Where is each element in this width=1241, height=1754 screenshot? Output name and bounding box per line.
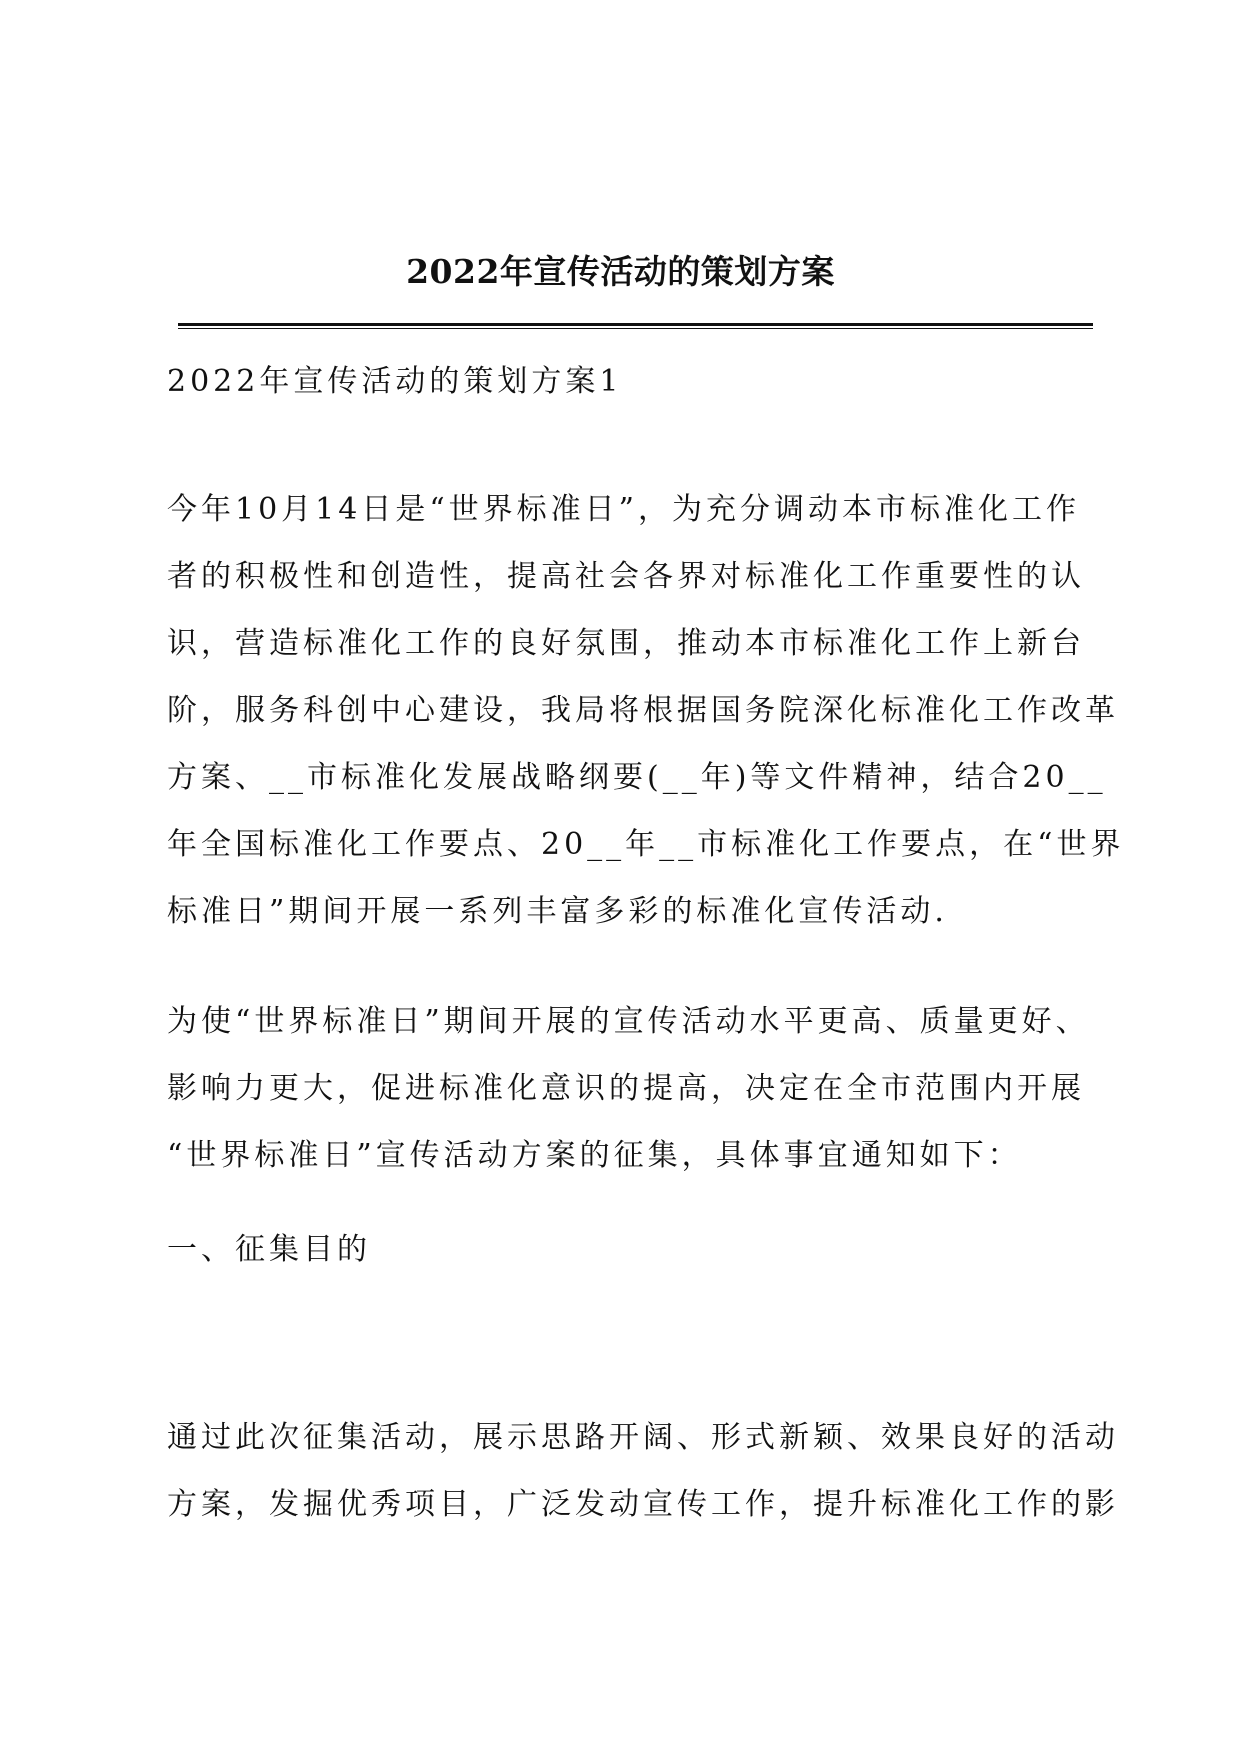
paragraph-line: 年全国标准化工作要点、20__年__市标准化工作要点，在“世界: [167, 827, 1125, 862]
document-title: 2022年宣传活动的策划方案: [406, 252, 835, 291]
paragraph-line: 今年10月14日是“世界标准日”，为充分调动本市标准化工作: [167, 492, 1081, 527]
paragraph-line: 影响力更大，促进标准化意识的提高，决定在全市范围内开展: [167, 1071, 1085, 1106]
paragraph-line: “世界标准日”宣传活动方案的征集，具体事宜通知如下：: [167, 1138, 1022, 1173]
paragraph-line: 标准日”期间开展一系列丰富多彩的标准化宣传活动.: [167, 894, 948, 929]
paragraph-intro: [167, 476, 1125, 945]
paragraph-line: 方案，发掘优秀项目，广泛发动宣传工作，提升标准化工作的影: [167, 1487, 1119, 1522]
paragraph-line: 通过此次征集活动，展示思路开阔、形式新颖、效果良好的活动: [167, 1420, 1119, 1455]
section-subtitle: 2022年宣传活动的策划方案1: [167, 364, 623, 399]
section-heading: 一、征集目的: [167, 1232, 371, 1267]
title-divider: [178, 323, 1093, 329]
paragraph-line: 阶，服务科创中心建设，我局将根据国务院深化标准化工作改革: [167, 693, 1119, 728]
paragraph-line: 为使“世界标准日”期间开展的宣传活动水平更高、质量更好、: [167, 1004, 1090, 1039]
paragraph-line: 识，营造标准化工作的良好氛围，推动本市标准化工作上新台: [167, 626, 1085, 661]
paragraph-line: 者的积极性和创造性，提高社会各界对标准化工作重要性的认: [167, 559, 1085, 594]
paragraph-purpose: [167, 988, 1092, 1189]
paragraph-goal: [167, 1404, 1119, 1538]
paragraph-line: 方案、__市标准化发展战略纲要(__年)等文件精神，结合20__: [167, 760, 1107, 795]
